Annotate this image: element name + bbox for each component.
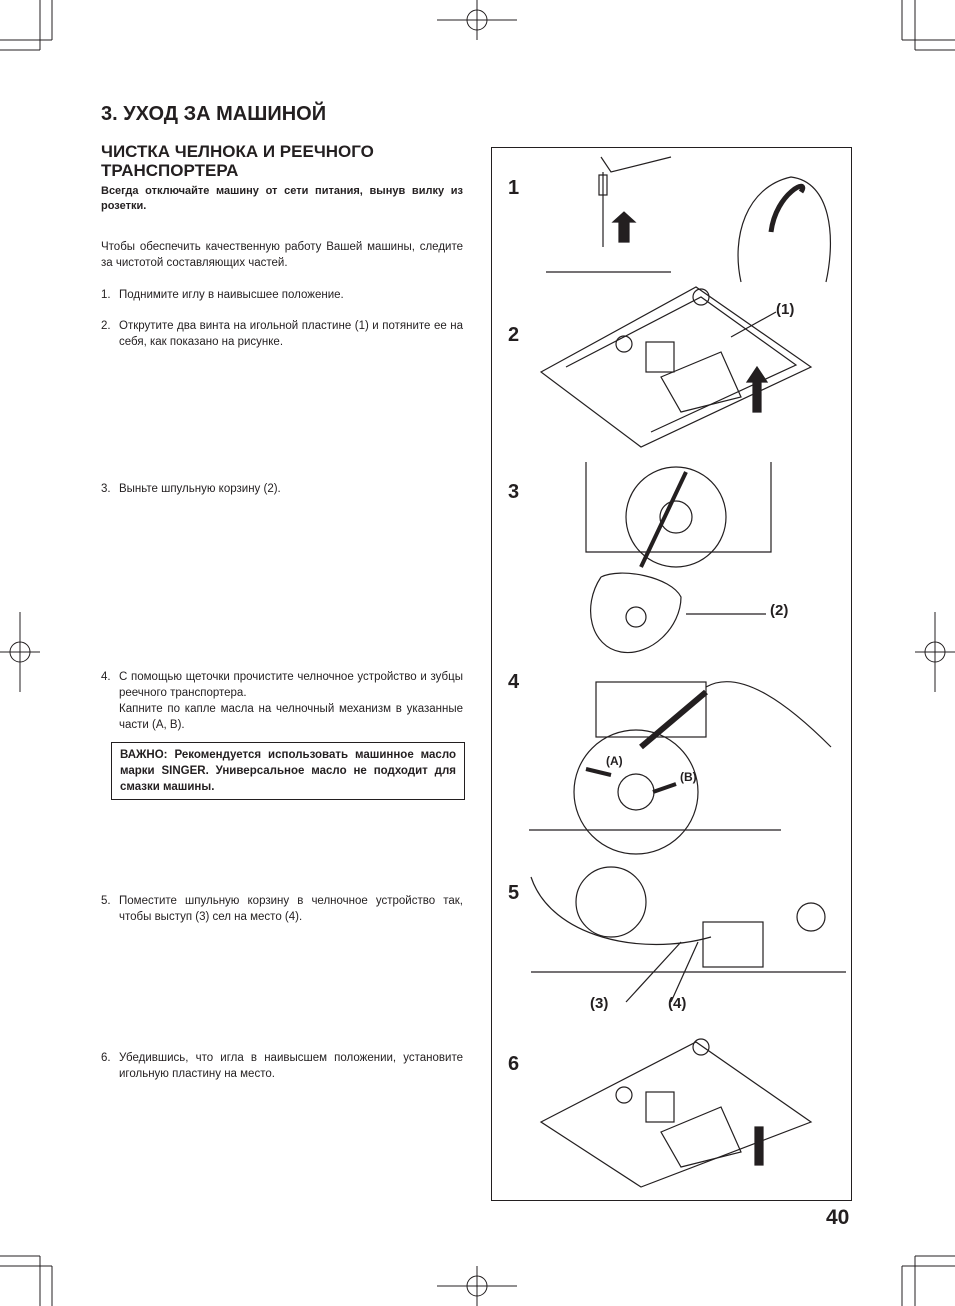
step-text: Выньте шпульную корзину (2). [119, 483, 281, 495]
label-needle-plate: (1) [776, 301, 795, 318]
page-number: 40 [826, 1206, 850, 1229]
step-4 [101, 669, 463, 733]
intro-text: Чтобы обеспечить качественную работу Вашей машины, следите за чистотой составляющих частей. [101, 241, 463, 269]
illustrations [491, 147, 852, 1201]
step-text-oil: Капните по капле масла на челночный механизм в указанные части (А, В). [119, 703, 463, 731]
label-protrusion: (3) [590, 995, 609, 1012]
figure-step-3: 3 [508, 481, 520, 503]
bobbin-case-insertion-illustration [531, 867, 846, 1002]
needle-plate-removal-illustration [541, 287, 811, 447]
step-1 [101, 287, 463, 303]
figure-step-5: 5 [508, 882, 520, 904]
step-text: С помощью щеточки прочистите челночное устройство и зубцы реечного транспортера. [119, 671, 463, 699]
step-number: 6. [101, 1052, 111, 1064]
figure-step-2: 2 [508, 324, 520, 346]
step-text: Поднимите иглу в наивысшее положение. [119, 289, 344, 301]
label-oil-point-a: (A) [606, 754, 623, 768]
step-number: 5. [101, 895, 111, 907]
step-text: Открутите два винта на игольной пластине (1) и потяните ее на себя, как показано на рисунке. [119, 320, 463, 348]
bobbin-case-removal-illustration [586, 462, 771, 653]
subtitle: ЧИСТКА ЧЕЛНОКА И РЕЕЧНОГО ТРАНСПОРТЕРА [101, 142, 374, 180]
step-number: 1. [101, 289, 111, 301]
step-text: Убедившись, что игла в наивысшем положении, установите игольную пластину на место. [119, 1052, 463, 1080]
step-6 [101, 1050, 463, 1082]
step-text: Поместите шпульную корзину в челночное устройство так, чтобы выступ (3) сел на место (4). [119, 895, 463, 923]
step-number: 2. [101, 320, 111, 332]
important-note: ВАЖНО: Рекомендуется использовать машинное масло марки SINGER. Универсальное масло не подходит для смазки машины. [111, 742, 465, 800]
step-number: 3. [101, 483, 111, 495]
needle-raise-illustration [546, 157, 830, 282]
cleaning-oiling-illustration [529, 682, 831, 854]
power-warning: Всегда отключайте машину от сети питания, вынув вилку из розетки. [101, 185, 463, 212]
label-bobbin-case: (2) [770, 602, 789, 619]
label-oil-point-b: (B) [680, 770, 697, 784]
needle-plate-install-illustration [541, 1039, 811, 1187]
label-slot: (4) [668, 995, 687, 1012]
figure-step-4: 4 [508, 671, 520, 693]
step-5 [101, 893, 463, 925]
section-title: 3. УХОД ЗА МАШИНОЙ [101, 103, 327, 125]
step-number: 4. [101, 671, 111, 683]
figure-step-6: 6 [508, 1053, 520, 1075]
figure-step-1: 1 [508, 177, 520, 199]
step-3 [101, 481, 463, 497]
step-2 [101, 318, 463, 350]
